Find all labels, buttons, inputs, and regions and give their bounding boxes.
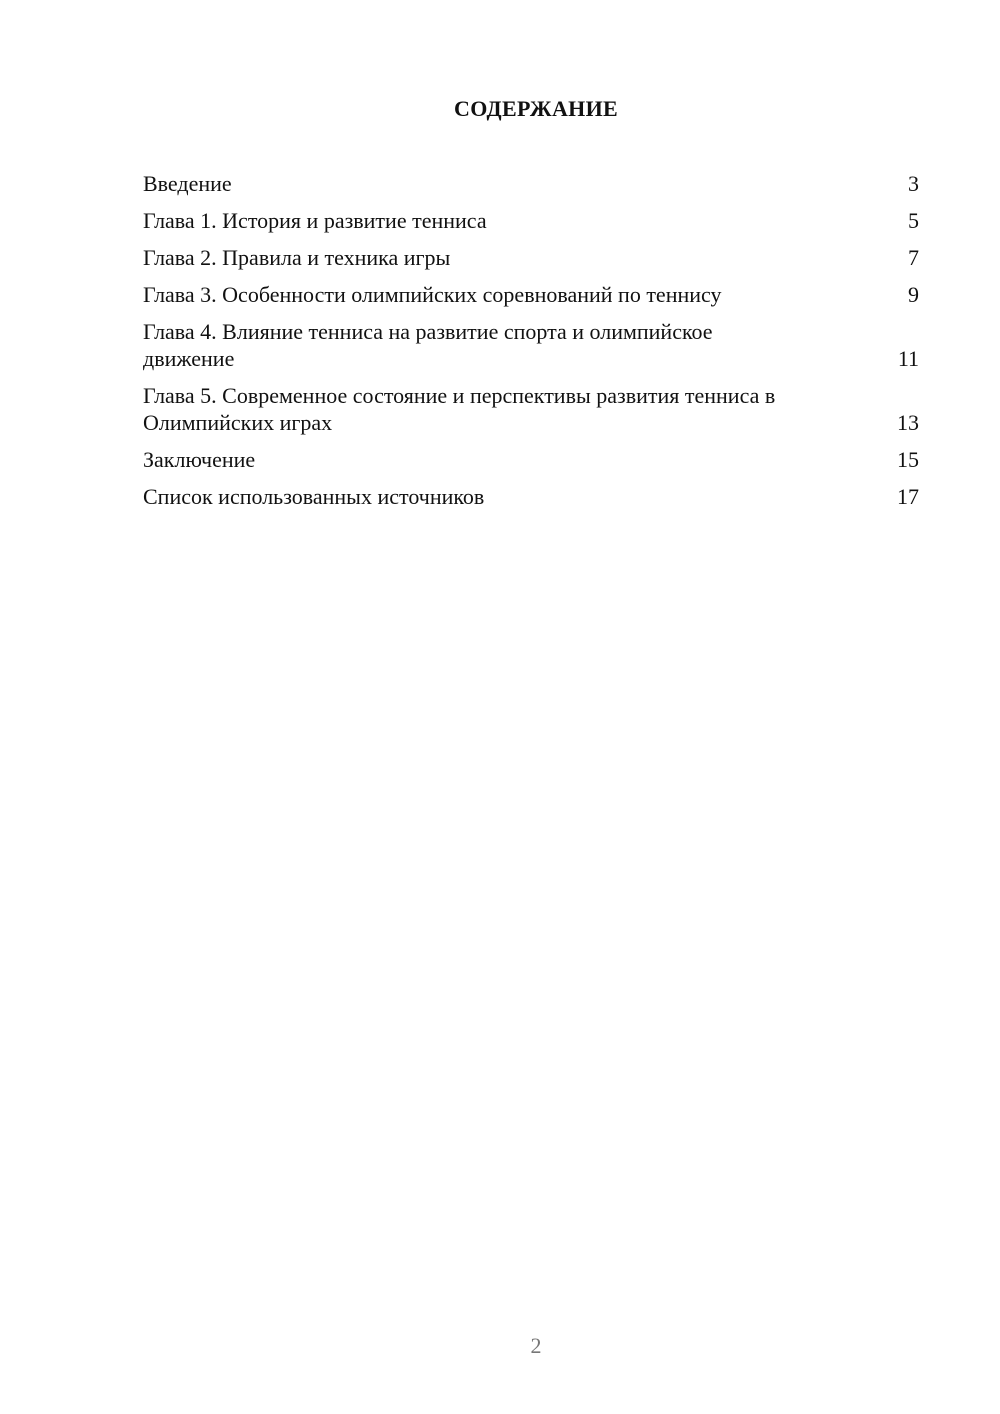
toc-entry bbox=[143, 170, 919, 197]
toc-entry-page: 9 bbox=[908, 282, 919, 307]
toc-entry-label: Глава 5. Современное состояние и перспективы развития тенниса в Олимпийских играх bbox=[143, 383, 776, 435]
toc-entry bbox=[143, 483, 919, 510]
toc-entry-label: Глава 3. Особенности олимпийских соревнований по теннису bbox=[143, 282, 722, 307]
toc-entry-page: 17 bbox=[897, 484, 919, 509]
toc-entry-page: 3 bbox=[908, 171, 919, 196]
toc-entry-page: 11 bbox=[897, 346, 919, 371]
table-of-contents bbox=[143, 170, 919, 520]
toc-entry-label: Глава 1. История и развитие тенниса bbox=[143, 208, 487, 233]
toc-entry bbox=[143, 318, 919, 372]
toc-entry-label: Заключение bbox=[143, 447, 256, 472]
toc-entry-label: Список использованных источников bbox=[143, 484, 485, 509]
toc-entry-label: Глава 2. Правила и техника игры bbox=[143, 245, 451, 270]
toc-entry-label: Введение bbox=[143, 171, 232, 196]
toc-title: СОДЕРЖАНИЕ bbox=[454, 96, 618, 121]
toc-entry-page: 5 bbox=[908, 208, 919, 233]
toc-entry bbox=[143, 281, 919, 308]
page-number: 2 bbox=[530, 1333, 542, 1358]
toc-entry-label: Глава 4. Влияние тенниса на развитие спорта и олимпийское движение bbox=[143, 319, 713, 371]
toc-entry-page: 15 bbox=[897, 447, 919, 472]
toc-entry-page: 13 bbox=[897, 410, 919, 435]
toc-entry bbox=[143, 382, 919, 436]
toc-entry-page: 7 bbox=[908, 245, 919, 270]
toc-entry bbox=[143, 244, 919, 271]
toc-entry bbox=[143, 446, 919, 473]
toc-entry bbox=[143, 207, 919, 234]
